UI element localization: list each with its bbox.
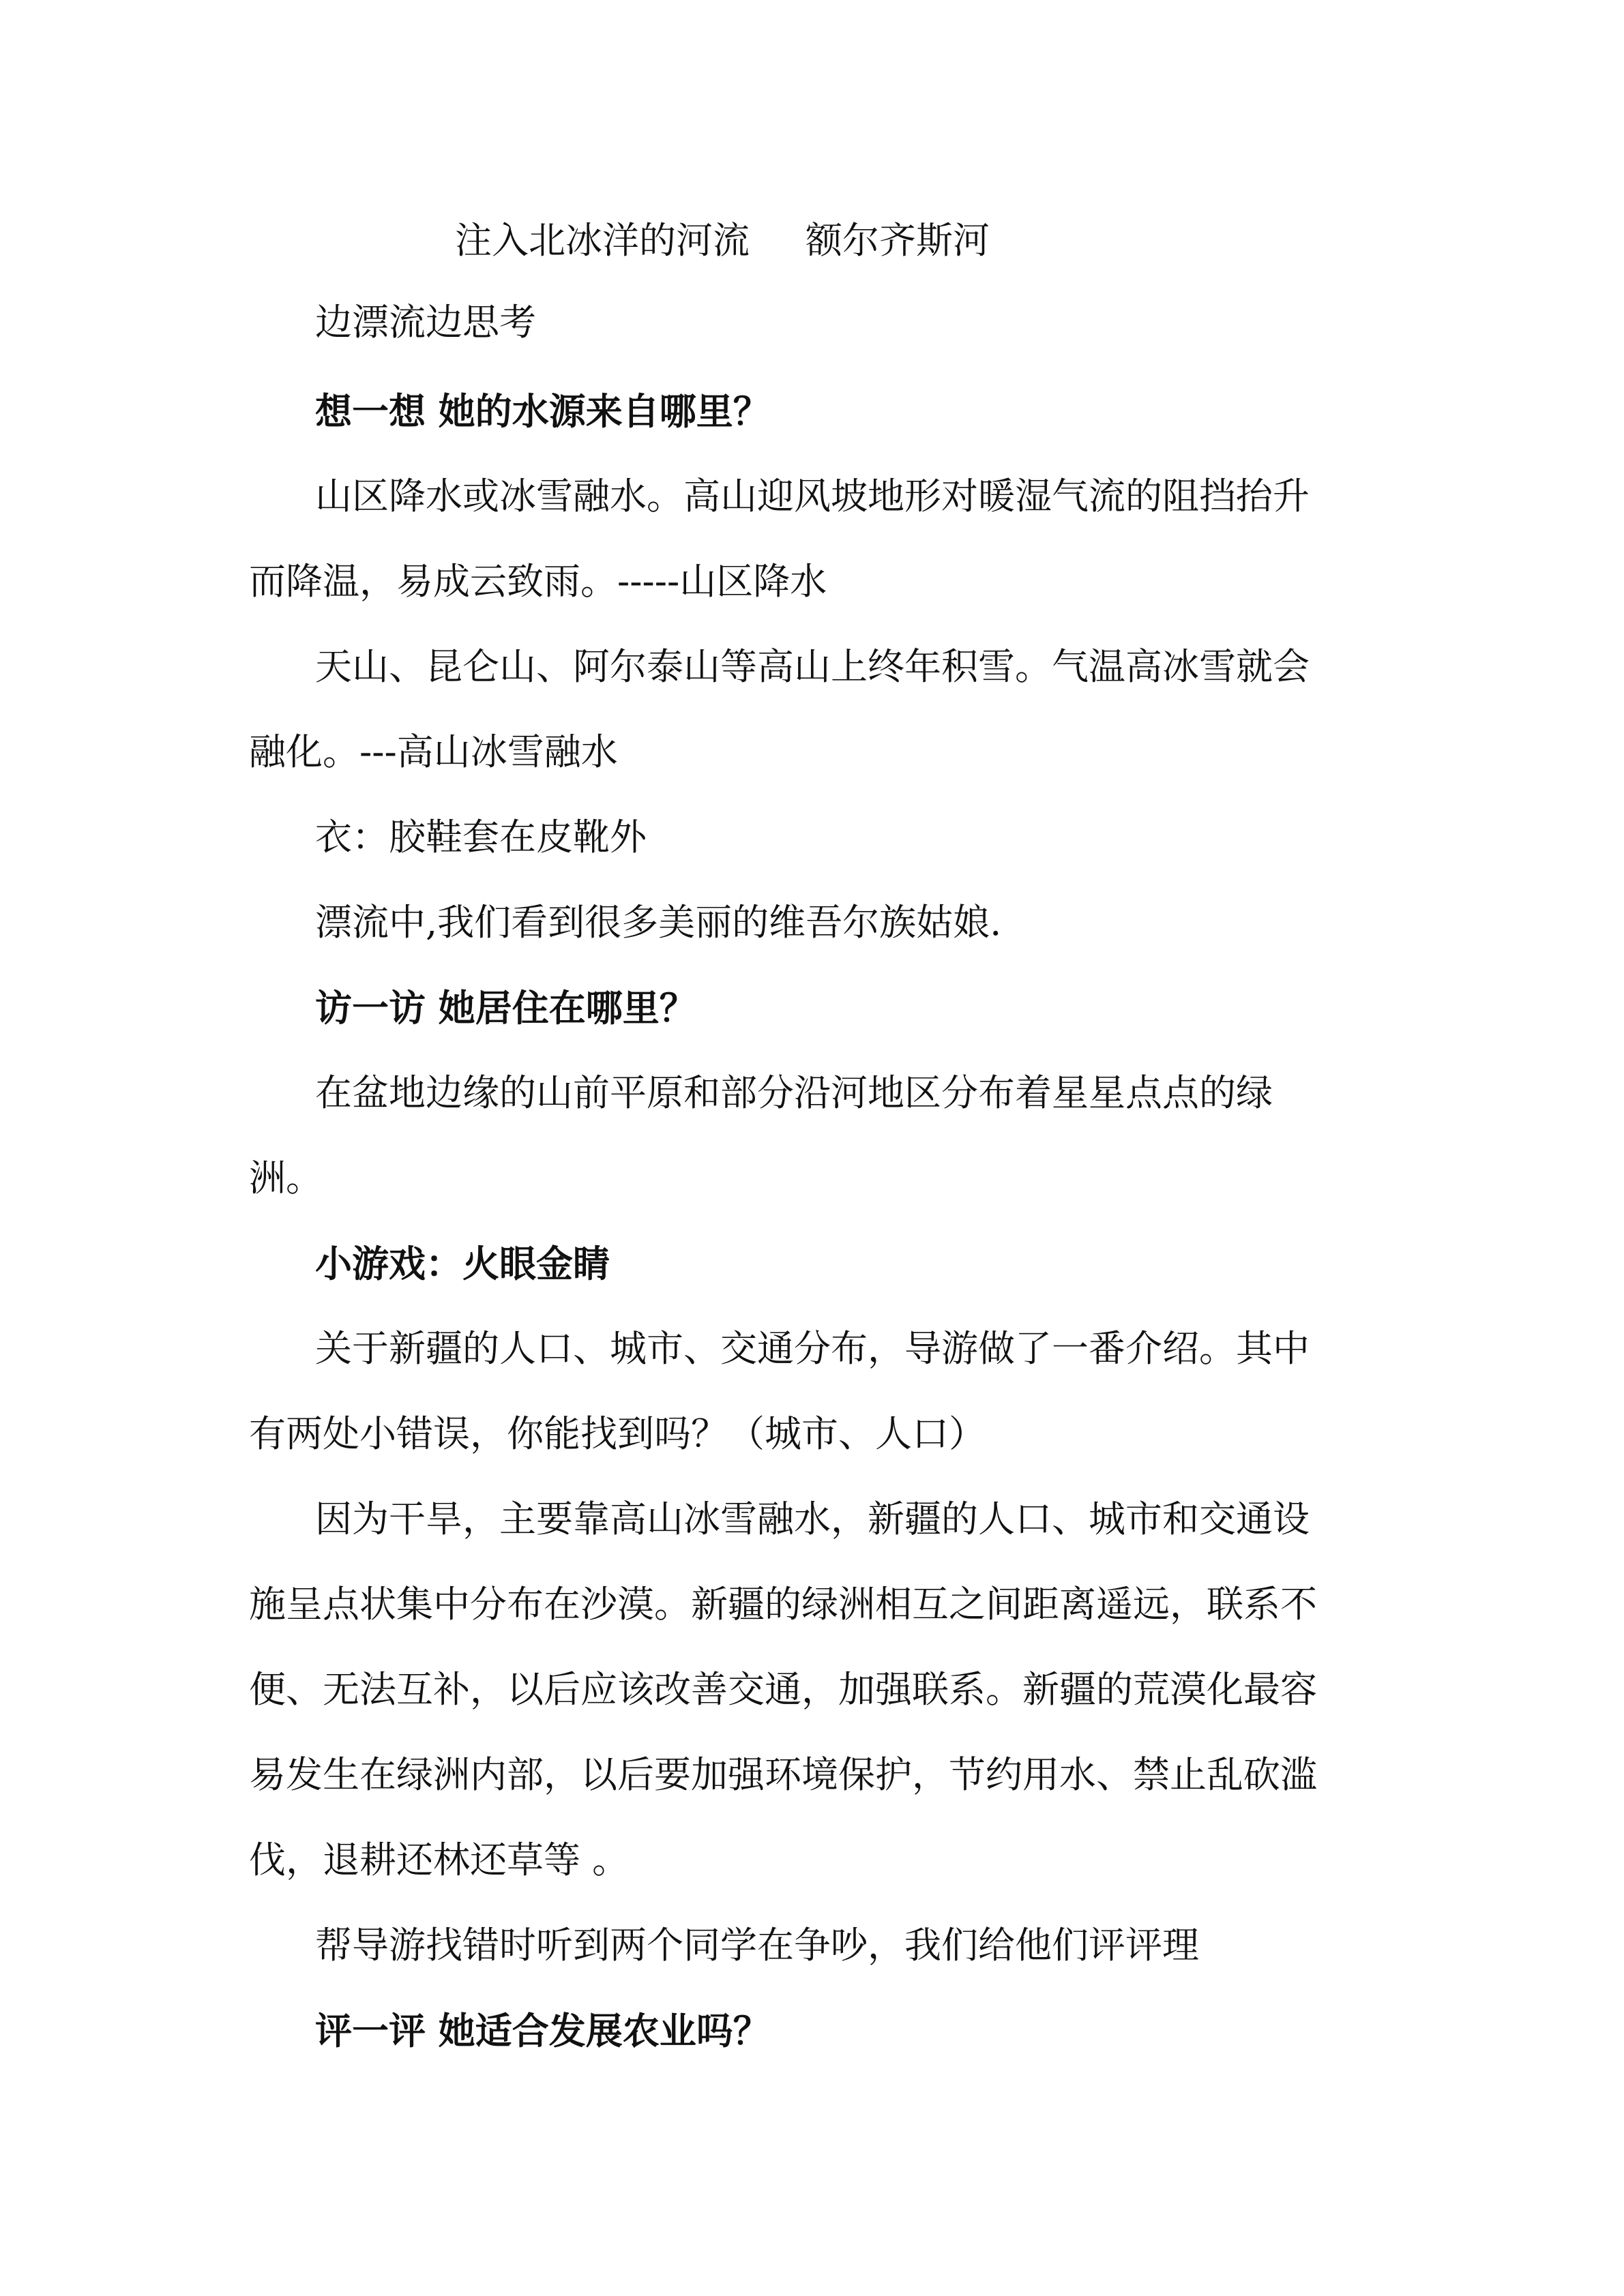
paragraph-line: 山区降水或冰雪融水。高山迎风坡地形对暖湿气流的阻挡抬升 — [315, 475, 1310, 518]
paragraph-line: 在盆地边缘的山前平原和部分沿河地区分布着星星点点的绿 — [315, 1071, 1273, 1114]
paragraph-line: 天山、昆仑山、阿尔泰山等高山上终年积雪。气温高冰雪就会 — [315, 645, 1310, 688]
paragraph-line: 洲。 — [249, 1157, 323, 1199]
paragraph-line: 关于新疆的人口、城市、交通分布，导游做了一番介绍。其中 — [315, 1327, 1310, 1370]
heading-agriculture: 评一评 她适合发展农业吗？ — [315, 2009, 770, 2053]
title-part-2: 额尔齐斯河 — [806, 219, 990, 262]
paragraph-line: 漂流中,我们看到很多美丽的维吾尔族姑娘. — [315, 901, 1002, 944]
paragraph-line: 有两处小错误，你能找到吗？（城市、人口） — [249, 1412, 986, 1455]
paragraph-line: 易发生在绿洲内部，以后要加强环境保护，节约用水、禁止乱砍滥 — [249, 1753, 1317, 1796]
paragraph-line: 帮导游找错时听到两个同学在争吵，我们给他们评评理 — [315, 1924, 1199, 1967]
paragraph-line: 因为干旱，主要靠高山冰雪融水，新疆的人口、城市和交通设 — [315, 1497, 1310, 1540]
heading-water-source: 想一想 她的水源来自哪里？ — [315, 389, 770, 433]
document-title — [455, 217, 990, 265]
paragraph-line: 衣：胶鞋套在皮靴外 — [315, 816, 647, 859]
title-part-1: 注入北冰洋的河流 — [455, 219, 750, 262]
paragraph-line: 施呈点状集中分布在沙漠。新疆的绿洲相互之间距离遥远，联系不 — [249, 1583, 1317, 1626]
paragraph-line: 融化。---高山冰雪融水 — [249, 730, 618, 773]
paragraph-line: 便、无法互补，以后应该改善交通，加强联系。新疆的荒漠化最容 — [249, 1668, 1317, 1711]
heading-mini-game: 小游戏：火眼金睛 — [315, 1242, 610, 1285]
heading-residence: 访一访 她居住在哪里？ — [315, 986, 696, 1030]
paragraph-line: 而降温，易成云致雨。-----山区降水 — [249, 560, 827, 603]
paragraph-line: 伐，退耕还林还草等 。 — [249, 1838, 630, 1881]
section-intro: 边漂流边思考 — [315, 301, 536, 344]
